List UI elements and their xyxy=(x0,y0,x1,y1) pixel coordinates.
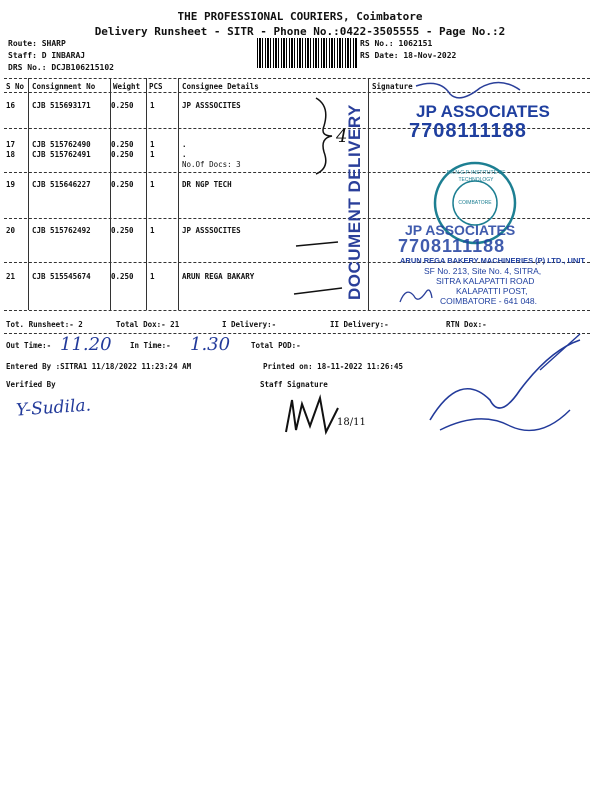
header-consignment: Consignment No xyxy=(32,82,96,91)
row-17-details: . xyxy=(182,140,187,149)
row-21-pcs: 1 xyxy=(150,272,155,281)
route-value: SHARP xyxy=(41,39,66,48)
row-18-consignment: CJB 515762491 xyxy=(32,150,91,159)
total-dox: Total Dox:- 21 xyxy=(116,320,180,329)
i-delivery: I Delivery:- xyxy=(222,320,277,329)
row-19-weight: 0.250 xyxy=(111,180,134,189)
entered-by: Entered By :SITRA1 11/18/2022 11:23:24 AM xyxy=(6,362,192,371)
large-signature-scribble xyxy=(420,330,590,450)
staff-value: D INBARAJ xyxy=(41,51,86,60)
staff-row xyxy=(8,51,85,60)
row-19-pcs: 1 xyxy=(150,180,155,189)
bracket-count: 4 xyxy=(336,126,348,147)
staff-signature-label: Staff Signature xyxy=(260,380,328,389)
drs-row xyxy=(8,63,114,72)
arun-rega-stamp-address-1: SF No. 213, Site No. 4, SITRA, xyxy=(424,266,542,276)
column-line xyxy=(178,78,179,310)
jp-associates-stamp-phone: 7708111188 xyxy=(409,120,527,142)
row-19-sno: 19 xyxy=(6,180,16,189)
verified-signature: Y-Sudila. xyxy=(15,395,92,421)
printed-on: Printed on: 18-11-2022 11:26:45 xyxy=(263,362,403,371)
arun-rega-signature xyxy=(396,282,436,310)
arun-rega-stamp-address-2: SITRA KALAPATTI ROAD xyxy=(436,276,535,286)
route-label: Route: xyxy=(8,39,37,48)
header-sno: S No xyxy=(6,82,25,91)
column-line xyxy=(146,78,147,310)
row-19-details: DR NGP TECH xyxy=(182,180,232,189)
divider xyxy=(4,310,590,311)
row-16-consignment: CJB 515693171 xyxy=(32,101,91,110)
out-time-label: Out Time:- xyxy=(6,341,52,350)
row-16-sno: 16 xyxy=(6,101,16,110)
arun-rega-stamp-name: ARUN REGA BAKERY MACHINERIES (P) LTD., UNIT xyxy=(400,256,586,265)
row-17-consignment: CJB 515762490 xyxy=(32,140,91,149)
runsheet-subtitle: Delivery Runsheet - SITR - Phone No.:0422-3505555 - Page No.:2 xyxy=(94,25,506,38)
row-21-consignment: CJB 515545674 xyxy=(32,272,91,281)
header-weight: Weight xyxy=(113,82,141,91)
route-row xyxy=(8,39,66,48)
header-pcs: PCS xyxy=(149,82,163,91)
row-18-details: . xyxy=(182,150,187,159)
arun-rega-stamp-address-4: COIMBATORE - 641 048. xyxy=(440,296,537,306)
row-18-sno: 18 xyxy=(6,150,16,159)
rs-no-row xyxy=(360,39,432,48)
ii-delivery: II Delivery:- xyxy=(330,320,389,329)
in-time-label: In Time:- xyxy=(130,341,171,350)
total-runsheet: Tot. Runsheet:- 2 xyxy=(6,320,83,329)
barcode xyxy=(257,38,357,68)
column-line xyxy=(28,78,29,310)
column-line xyxy=(368,78,369,310)
row-20-weight: 0.250 xyxy=(111,226,134,235)
row-21-sno: 21 xyxy=(6,272,16,281)
row-16-weight: 0.250 xyxy=(111,101,134,110)
row-18-weight: 0.250 xyxy=(111,150,134,159)
jp-associates-stamp-name-2: JP ASSOCIATES xyxy=(405,222,516,238)
drs-value: DCJB106215102 xyxy=(51,63,114,72)
row-17-sno: 17 xyxy=(6,140,16,149)
company-title: THE PROFESSIONAL COURIERS, Coimbatore xyxy=(177,10,423,23)
jp-associates-stamp-name: JP ASSOCIATES xyxy=(416,102,550,121)
arun-rega-stamp-address-3: KALAPATTI POST, xyxy=(456,286,528,296)
staff-label: Staff: xyxy=(8,51,37,60)
header-signature: Signature xyxy=(372,82,413,91)
rtn-dox: RTN Dox:- xyxy=(446,320,487,329)
rs-no-value: 1062151 xyxy=(398,39,433,48)
verified-by-label: Verified By xyxy=(6,380,56,389)
rs-date-label: RS Date: xyxy=(360,51,399,60)
row-18-pcs: 1 xyxy=(150,150,155,159)
signature-dashes xyxy=(290,230,350,300)
rs-no-label: RS No.: xyxy=(360,39,394,48)
row-17-weight: 0.250 xyxy=(111,140,134,149)
document-delivery-stamp: DOCUMENT DELIVERY xyxy=(345,104,364,300)
jp-associates-stamp-phone-2: 7708111188 xyxy=(398,236,506,256)
jp-signature-scribble xyxy=(410,76,530,106)
staff-signature-date: 18/11 xyxy=(337,417,366,428)
total-pod-label: Total POD:- xyxy=(251,341,301,350)
row-21-details: ARUN REGA BAKARY xyxy=(182,272,255,281)
rs-date-value: 18-Nov-2022 xyxy=(403,51,457,60)
ngp-stamp-center-text: COIMBATORE xyxy=(458,200,492,206)
row-16-pcs: 1 xyxy=(150,101,155,110)
in-time-value: 1.30 xyxy=(190,334,231,355)
row-17-pcs: 1 xyxy=(150,140,155,149)
row-21-weight: 0.250 xyxy=(111,272,134,281)
row-16-details: JP ASSSOCITES xyxy=(182,101,241,110)
out-time-value: 11.20 xyxy=(60,334,112,355)
header-consignee: Consignee Details xyxy=(182,82,259,91)
docs-count-note: No.Of Docs: 3 xyxy=(182,160,241,169)
row-19-consignment: CJB 515646227 xyxy=(32,180,91,189)
rs-date-row xyxy=(360,51,456,60)
drs-label: DRS No.: xyxy=(8,63,47,72)
row-20-consignment: CJB 515762492 xyxy=(32,226,91,235)
row-20-details: JP ASSSOCITES xyxy=(182,226,241,235)
row-20-pcs: 1 xyxy=(150,226,155,235)
row-20-sno: 20 xyxy=(6,226,16,235)
ngp-stamp-ring-text: DR.N.G.P. INSTITUTE OF TECHNOLOGY xyxy=(446,170,506,183)
